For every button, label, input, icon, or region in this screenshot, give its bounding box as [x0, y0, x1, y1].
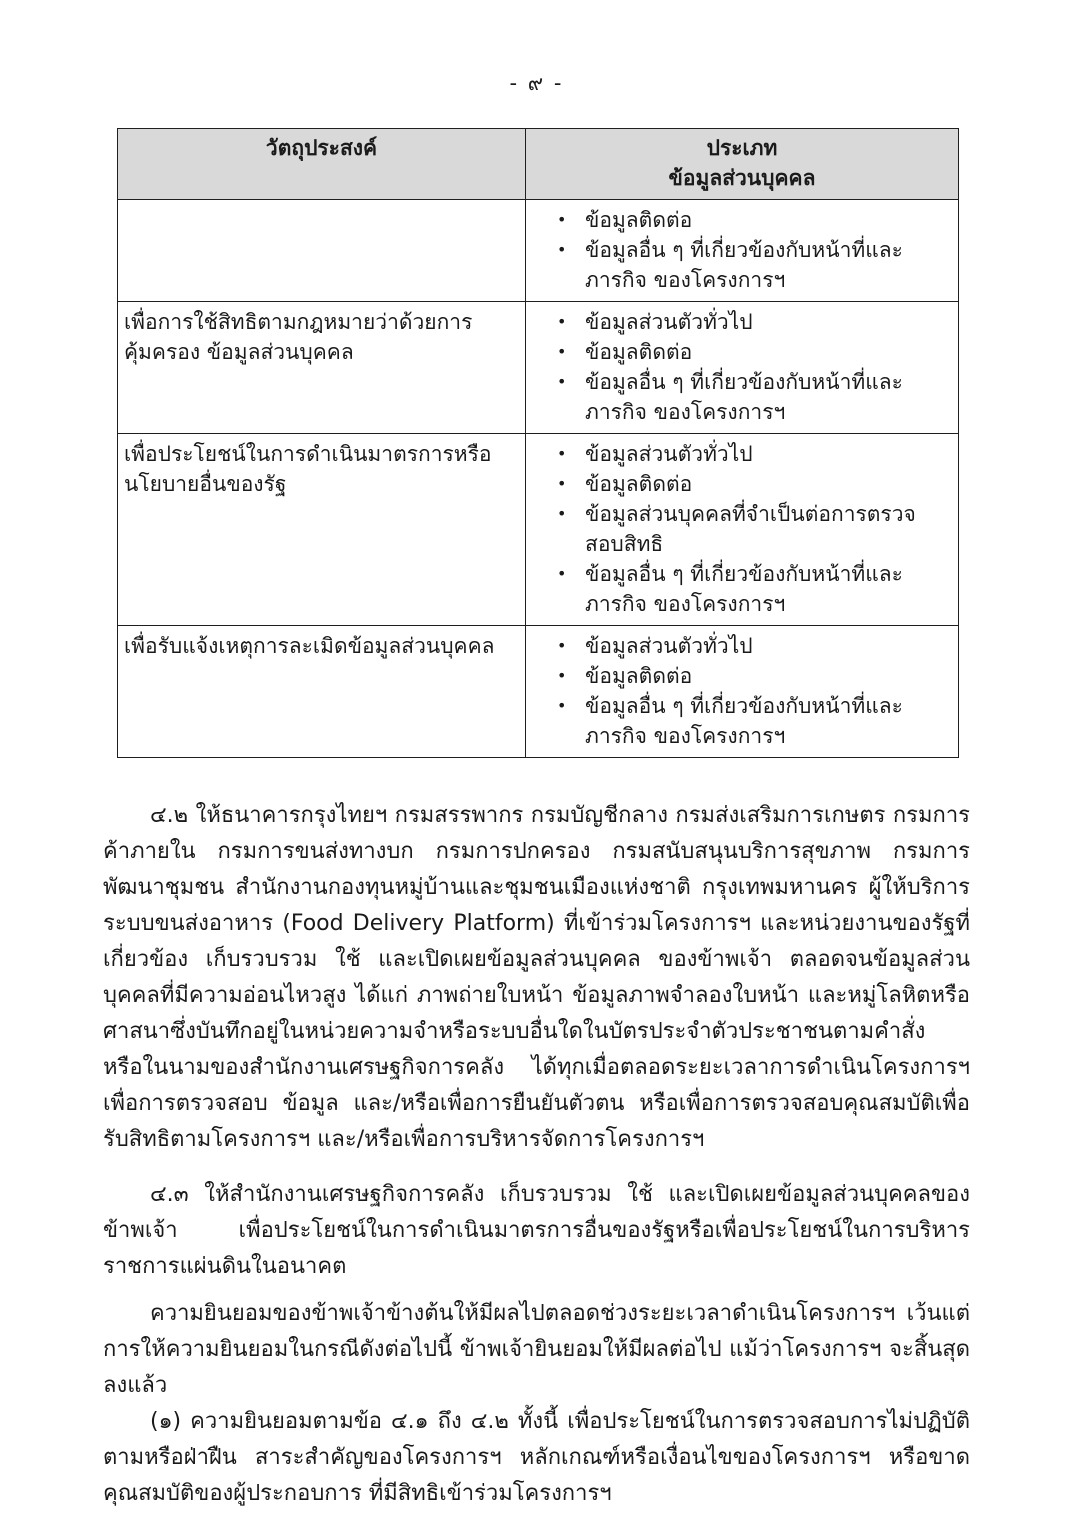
table-row: [118, 434, 959, 626]
bullet-item-text: ข้อมูลส่วนตัวทั่วไป: [585, 442, 753, 466]
bullet-list: [526, 307, 948, 427]
bullet-item-text: ข้อมูลติดต่อ: [585, 664, 693, 688]
bullet-item: [557, 691, 948, 751]
bullet-icon: •: [557, 372, 567, 391]
bullet-icon: •: [557, 312, 567, 331]
bullet-item: [557, 559, 948, 619]
type-header-line2: ข้อมูลส่วนบุคคล: [668, 166, 816, 190]
objective-header-cell: [118, 129, 526, 200]
objective-cell: เพื่อรับแจ้งเหตุการละเมิดข้อมูลส่วนบุคคล: [118, 626, 526, 758]
bullet-item: [557, 499, 948, 559]
objective-header-label: วัตถุประสงค์: [265, 136, 378, 160]
bullet-list: [526, 439, 948, 619]
page-number: - ๙ -: [509, 71, 564, 95]
bullet-item: [557, 337, 948, 367]
paragraph-clause-4-3: ๔.๓ ให้สำนักงานเศรษฐกิจการคลัง เก็บรวบรวม ใช้ และเปิดเผยข้อมูลส่วนบุคคลของข้าพเจ้า เพื่อประโยชน์ในการดำเนินมาตรการอื่นของรัฐหรือเพื่อประโยชน์ในการบริหารราชการแผ่นดินในอนาคต: [103, 1182, 970, 1279]
bullet-icon: •: [557, 564, 567, 583]
bullet-item-text: ข้อมูลส่วนบุคคลที่จำเป็นต่อการตรวจสอบสิทธิ: [585, 502, 916, 556]
bullet-icon: •: [557, 342, 567, 361]
bullet-item: [557, 205, 948, 235]
bullet-icon: •: [557, 210, 567, 229]
bullet-item-text: ข้อมูลติดต่อ: [585, 472, 693, 496]
bullet-icon: •: [557, 696, 567, 715]
type-cell: [526, 200, 959, 302]
bullet-item: [557, 661, 948, 691]
bullet-list: [526, 205, 948, 295]
bullet-icon: •: [557, 666, 567, 685]
bullet-item: [557, 439, 948, 469]
bullet-item-text: ข้อมูลอื่น ๆ ที่เกี่ยวข้องกับหน้าที่และภารกิจ ของโครงการฯ: [585, 370, 903, 424]
bullet-item-text: ข้อมูลส่วนตัวทั่วไป: [585, 310, 753, 334]
bullet-item-text: ข้อมูลอื่น ๆ ที่เกี่ยวข้องกับหน้าที่และภารกิจ ของโครงการฯ: [585, 238, 903, 292]
bullet-icon: •: [557, 474, 567, 493]
bullet-item: [557, 307, 948, 337]
table-row: [118, 626, 959, 758]
paragraph-exception-1: (๑) ความยินยอมตามข้อ ๔.๑ ถึง ๔.๒ ทั้งนี้ เพื่อประโยชน์ในการตรวจสอบการไม่ปฏิบัติตามหรือฝ่าฝืน สาระสำคัญของโครงการฯ หลักเกณฑ์หรือเงื่อนไขของโครงการฯ หรือขาดคุณสมบัติของผู้ประกอบการ ที่มีสิทธิเข้าร่วมโครงการฯ: [103, 1409, 970, 1506]
table-row: [118, 200, 959, 302]
bullet-icon: •: [557, 504, 567, 523]
objective-cell: เพื่อการใช้สิทธิตามกฎหมายว่าด้วยการคุ้มครอง ข้อมูลส่วนบุคคล: [118, 302, 526, 434]
bullet-list: [526, 631, 948, 751]
bullet-item-text: ข้อมูลอื่น ๆ ที่เกี่ยวข้องกับหน้าที่และภารกิจ ของโครงการฯ: [585, 562, 903, 616]
bullet-icon: •: [557, 240, 567, 259]
type-cell: [526, 626, 959, 758]
bullet-icon: •: [557, 636, 567, 655]
bullet-icon: •: [557, 444, 567, 463]
type-cell: [526, 302, 959, 434]
bullet-item: [557, 631, 948, 661]
type-header-cell: [526, 129, 959, 200]
bullet-item-text: ข้อมูลอื่น ๆ ที่เกี่ยวข้องกับหน้าที่และภารกิจ ของโครงการฯ: [585, 694, 903, 748]
objective-cell: [118, 200, 526, 302]
bullet-item: [557, 367, 948, 427]
table-row: [118, 302, 959, 434]
bullet-item: [557, 469, 948, 499]
table-header-row: [118, 129, 959, 200]
type-header-line1: ประเภท: [706, 136, 778, 160]
type-cell: [526, 434, 959, 626]
bullet-item-text: ข้อมูลติดต่อ: [585, 208, 693, 232]
paragraph-consent-duration: ความยินยอมของข้าพเจ้าข้างต้นให้มีผลไปตลอดช่วงระยะเวลาดำเนินโครงการฯ เว้นแต่ การให้ความยินยอมในกรณีดังต่อไปนี้ ข้าพเจ้ายินยอมให้มีผลต่อไป แม้ว่าโครงการฯ จะสิ้นสุดลงแล้ว: [103, 1301, 970, 1398]
personal-data-table: [117, 128, 959, 758]
objective-cell: เพื่อประโยชน์ในการดำเนินมาตรการหรือ นโยบายอื่นของรัฐ: [118, 434, 526, 626]
bullet-item-text: ข้อมูลส่วนตัวทั่วไป: [585, 634, 753, 658]
bullet-item-text: ข้อมูลติดต่อ: [585, 340, 693, 364]
paragraph-clause-4-2: ๔.๒ ให้ธนาคารกรุงไทยฯ กรมสรรพากร กรมบัญชีกลาง กรมส่งเสริมการเกษตร กรมการค้าภายใน กรมการขนส่งทางบก กรมการปกครอง กรมสนับสนุนบริการสุขภาพ กรมการพัฒนาชุมชน สำนักงานกองทุนหมู่บ้านและชุมชนเมืองแห่งชาติ กรุงเทพมหานคร ผู้ให้บริการระบบขนส่งอาหาร (Food Delivery Platform) ที่เข้าร่วมโครงการฯ และหน่วยงานของรัฐที่เกี่ยวข้อง เก็บรวบรวม ใช้ และเปิดเผยข้อมูลส่วนบุคคล ของข้าพเจ้า ตลอดจนข้อมูลส่วนบุคคลที่มีความอ่อนไหวสูง ได้แก่ ภาพถ่ายใบหน้า ข้อมูลภาพจำลองใบหน้า และหมู่โลหิตหรือศาสนาซึ่งบันทึกอยู่ในหน่วยความจำหรือระบบอื่นใดในบัตรประจำตัวประชาชนตามคำสั่ง หรือในนามของสำนักงานเศรษฐกิจการคลัง ได้ทุกเมื่อตลอดระยะเวลาการดำเนินโครงการฯ เพื่อการตรวจสอบ ข้อมูล และ/หรือเพื่อการยืนยันตัวตน หรือเพื่อการตรวจสอบคุณสมบัติเพื่อรับสิทธิตามโครงการฯ และ/หรือเพื่อการบริหารจัดการโครงการฯ: [103, 803, 970, 1152]
bullet-item: [557, 235, 948, 295]
